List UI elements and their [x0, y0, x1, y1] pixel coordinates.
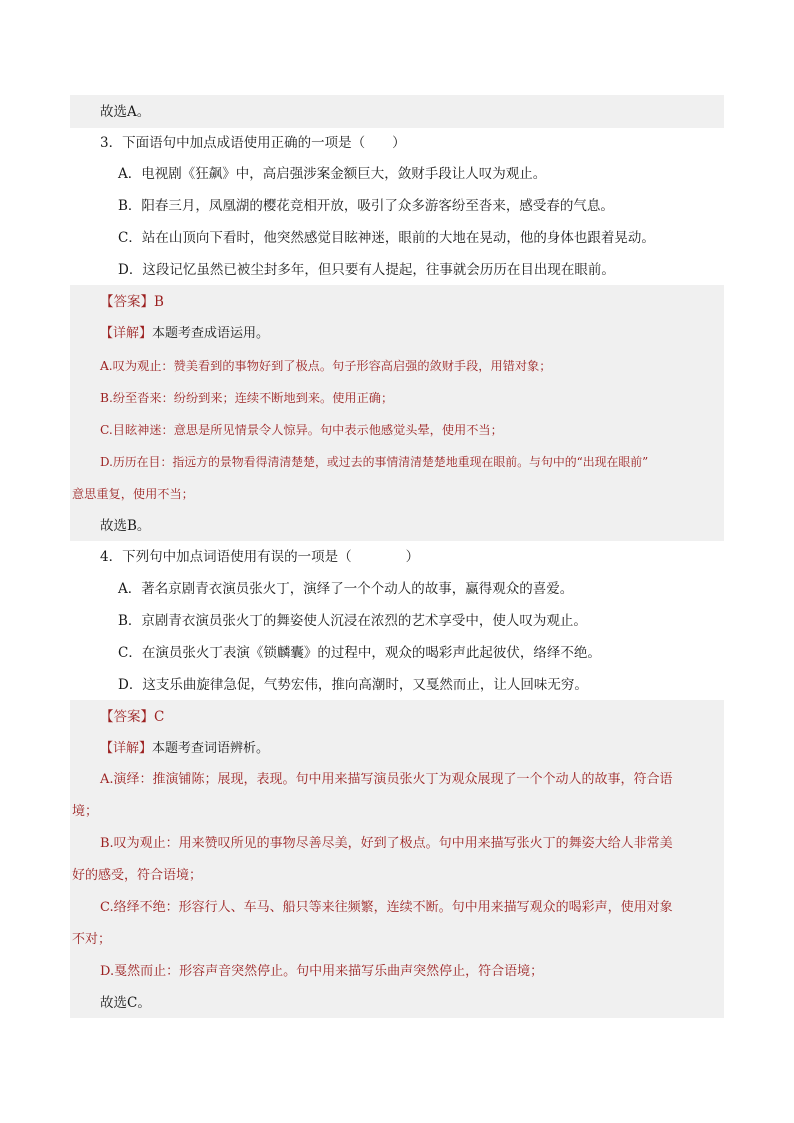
q3-option-c: C．站在山顶向下看时，他突然感觉目眩神迷，眼前的大地在晃动，他的身体也跟着晃动。	[118, 230, 655, 246]
q4-answer	[70, 701, 754, 733]
detail-label: 【详解】	[100, 741, 153, 756]
q4-detail-b: B.叹为观止：用来赞叹所见的事物尽善尽美，好到了极点。句中用来描写张火丁的舞姿大给人非常美	[100, 836, 673, 851]
q3-detail-d: D.历历在目：指远方的景物看得清清楚楚，或过去的事情清清楚楚地重现在眼前。与句中的“出现在眼前”	[100, 455, 649, 469]
q3-detail-a: A.叹为观止：赞美看到的事物好到了极点。句子形容高启强的敛财手段，用错对象；	[100, 359, 552, 373]
q4-conclusion: 故选C。	[100, 995, 151, 1011]
answer-label: 【答案】	[100, 294, 154, 310]
q4-detail-a: A.演绎：推演铺陈；展现，表现。句中用来描写演员张火丁为观众展现了一个个动人的故事，符合语	[100, 772, 673, 787]
q4-detail-intro	[70, 733, 754, 765]
q3-answer	[70, 286, 754, 318]
question-3-stem: 3．下面语句中加点成语使用正确的一项是（ ）	[100, 135, 406, 151]
question-4-stem: 4．下列句中加点词语使用有误的一项是（ ）	[100, 549, 420, 565]
answer-value: B	[154, 294, 164, 310]
q3-option-d: D．这段记忆虽然已被尘封多年，但只要有人提起，往事就会历历在目出现在眼前。	[118, 262, 615, 278]
q4-detail-a-cont: 境；	[72, 804, 99, 819]
q4-option-a: A．著名京剧青衣演员张火丁，演绎了一个个动人的故事，赢得观众的喜爱。	[118, 581, 574, 597]
q3-option-a: A．电视剧《狂飙》中，高启强涉案金额巨大，敛财手段让人叹为观止。	[118, 166, 547, 182]
answer-label: 【答案】	[100, 709, 154, 725]
detail-intro: 本题考查成语运用。	[152, 326, 270, 341]
q3-option-b: B．阳春三月，凤凰湖的樱花竞相开放，吸引了众多游客纷至沓来，感受春的气息。	[118, 198, 614, 214]
answer-value: C	[154, 709, 165, 725]
q3-detail-c: C.目眩神迷：意思是所见情景令人惊异。句中表示他感觉头晕，使用不当；	[100, 423, 503, 437]
conclusion-a: 故选A。	[100, 104, 151, 120]
q3-detail-d-cont: 意思重复，使用不当；	[72, 487, 194, 501]
q3-detail-b: B.纷至沓来：纷纷到来；连续不断地到来。使用正确；	[100, 391, 394, 405]
q4-option-d: D．这支乐曲旋律急促，气势宏伟，推向高潮时，又戛然而止，让人回味无穷。	[118, 677, 588, 693]
q4-detail-b-cont: 好的感受，符合语境；	[72, 868, 203, 883]
q4-detail-d: D.戛然而止：形容声音突然停止。句中用来描写乐曲声突然停止，符合语境；	[100, 964, 544, 979]
q3-detail-intro	[70, 318, 754, 350]
q4-option-c: C．在演员张火丁表演《锁麟囊》的过程中，观众的喝彩声此起彼伏，络绎不绝。	[118, 645, 601, 661]
detail-label: 【详解】	[100, 326, 153, 341]
q3-conclusion: 故选B。	[100, 518, 151, 534]
q4-detail-c-cont: 不对；	[72, 932, 112, 947]
q4-detail-c: C.络绎不绝：形容行人、车马、船只等来往频繁，连续不断。句中用来描写观众的喝彩声，使用对象	[100, 900, 673, 915]
q4-option-b: B．京剧青衣演员张火丁的舞姿使人沉浸在浓烈的艺术享受中，使人叹为观止。	[118, 613, 587, 629]
detail-intro: 本题考查词语辨析。	[152, 741, 270, 756]
